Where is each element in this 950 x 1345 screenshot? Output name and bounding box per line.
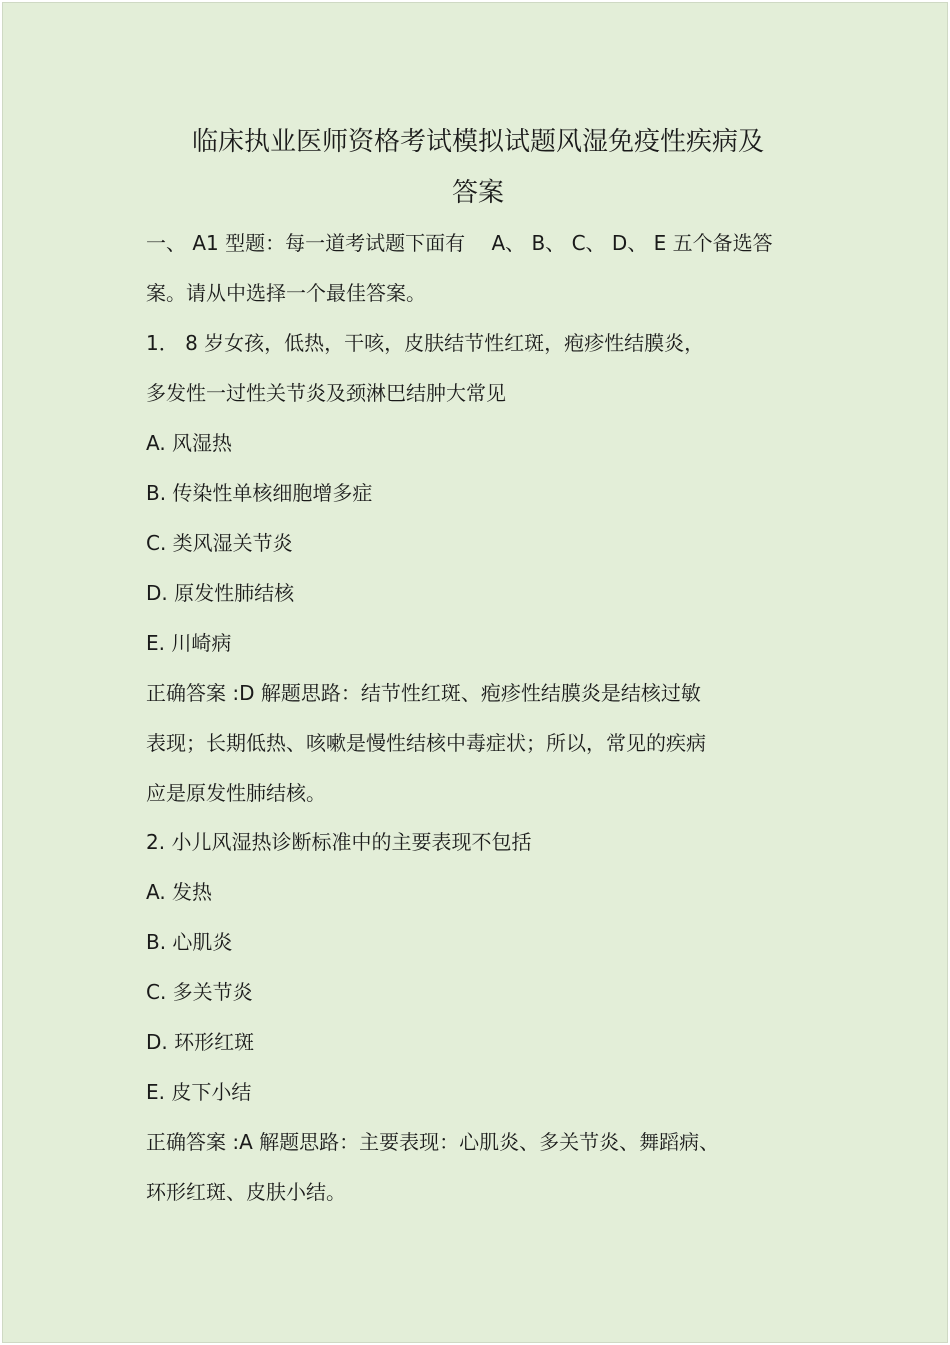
question-1-option-d: D. 原发性肺结核 bbox=[146, 581, 295, 605]
question-2-answer-line-2: 环形红斑、皮肤小结。 bbox=[146, 1180, 346, 1204]
question-1-option-a: A. 风湿热 bbox=[146, 431, 233, 455]
question-2-answer-line-1: 正确答案 :A 解题思路：主要表现：心肌炎、多关节炎、舞蹈病、 bbox=[146, 1130, 720, 1154]
question-1-option-b: B. 传染性单核细胞增多症 bbox=[146, 481, 373, 505]
question-1-answer-line-3: 应是原发性肺结核。 bbox=[146, 781, 326, 805]
question-2-option-a: A. 发热 bbox=[146, 880, 213, 904]
document-title-line-1: 临床执业医师资格考试模拟试题风湿免疫性疾病及 bbox=[191, 127, 764, 157]
question-2-option-c: C. 多关节炎 bbox=[146, 980, 253, 1004]
question-1-stem-line-2: 多发性一过性关节炎及颈淋巴结肿大常见 bbox=[146, 381, 506, 405]
question-2-option-b: B. 心肌炎 bbox=[146, 930, 233, 954]
question-1-stem-line-1: 1． 8 岁女孩，低热，干咳，皮肤结节性红斑，疱疹性结膜炎， bbox=[146, 331, 705, 355]
document-page bbox=[2, 2, 948, 1343]
question-2-option-e: E. 皮下小结 bbox=[146, 1080, 252, 1104]
section-intro-line-2: 案。请从中选择一个最佳答案。 bbox=[146, 281, 426, 305]
question-1-option-e: E. 川崎病 bbox=[146, 631, 232, 655]
question-1-answer-line-1: 正确答案 :D 解题思路：结节性红斑、疱疹性结膜炎是结核过敏 bbox=[146, 681, 701, 705]
question-1-option-c: C. 类风湿关节炎 bbox=[146, 531, 293, 555]
question-2-stem-line-1: 2. 小儿风湿热诊断标准中的主要表现不包括 bbox=[146, 830, 532, 854]
section-intro-line-1: 一、 A1 型题：每一道考试题下面有 A、 B、 C、 D、 E 五个备选答 bbox=[146, 231, 773, 255]
question-2-option-d: D. 环形红斑 bbox=[146, 1030, 255, 1054]
document-title-line-2: 答案 bbox=[451, 178, 504, 208]
question-1-answer-line-2: 表现；长期低热、咳嗽是慢性结核中毒症状；所以，常见的疾病 bbox=[146, 731, 706, 755]
